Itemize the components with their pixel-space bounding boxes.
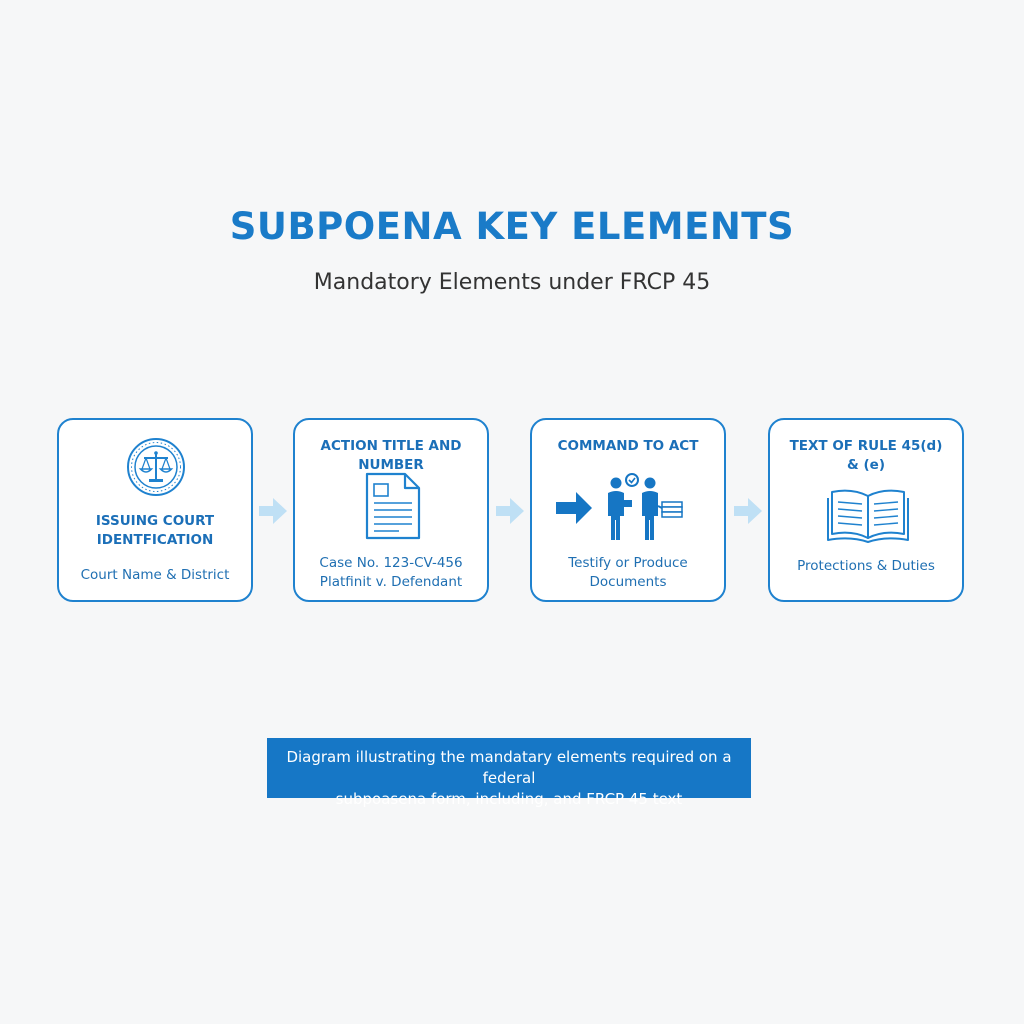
diagram-subtitle: Mandatory Elements under FRCP 45 [313,270,711,295]
people-exchange-documents-icon [554,470,706,546]
arrow-right-icon [732,496,764,526]
card-description: Protections & Duties [797,558,935,574]
card-description: Court Name & District [80,567,230,583]
card-description: Testify or Produce Documents [568,555,688,590]
arrow-right-icon [494,496,526,526]
card-issuing-court [57,418,253,602]
card-heading: ACTION TITLE AND NUMBER [320,438,462,473]
diagram-title: SUBPOENA KEY ELEMENTS [229,205,795,248]
card-rule-text [768,418,964,602]
card-heading: ISSUING COURT IDENTFICATION [95,513,215,548]
card-action-title [293,418,489,602]
caption-box [267,738,751,808]
arrow-right-icon [257,496,289,526]
card-heading: COMMAND TO ACT [557,438,699,454]
card-command-to-act [530,418,726,602]
scales-of-justice-seal-icon [125,436,187,498]
document-icon [363,470,423,542]
card-description: Case No. 123-CV-456 Platfinit v. Defendant [319,555,463,590]
caption-line: Diagram illustrating the mandatary elements required on a federal [286,748,732,787]
card-heading: TEXT OF RULE 45(d) & (e) [789,438,943,473]
open-book-icon [826,484,910,544]
caption-line: subpoasena form, including, and FRCP 45 text [335,790,683,808]
